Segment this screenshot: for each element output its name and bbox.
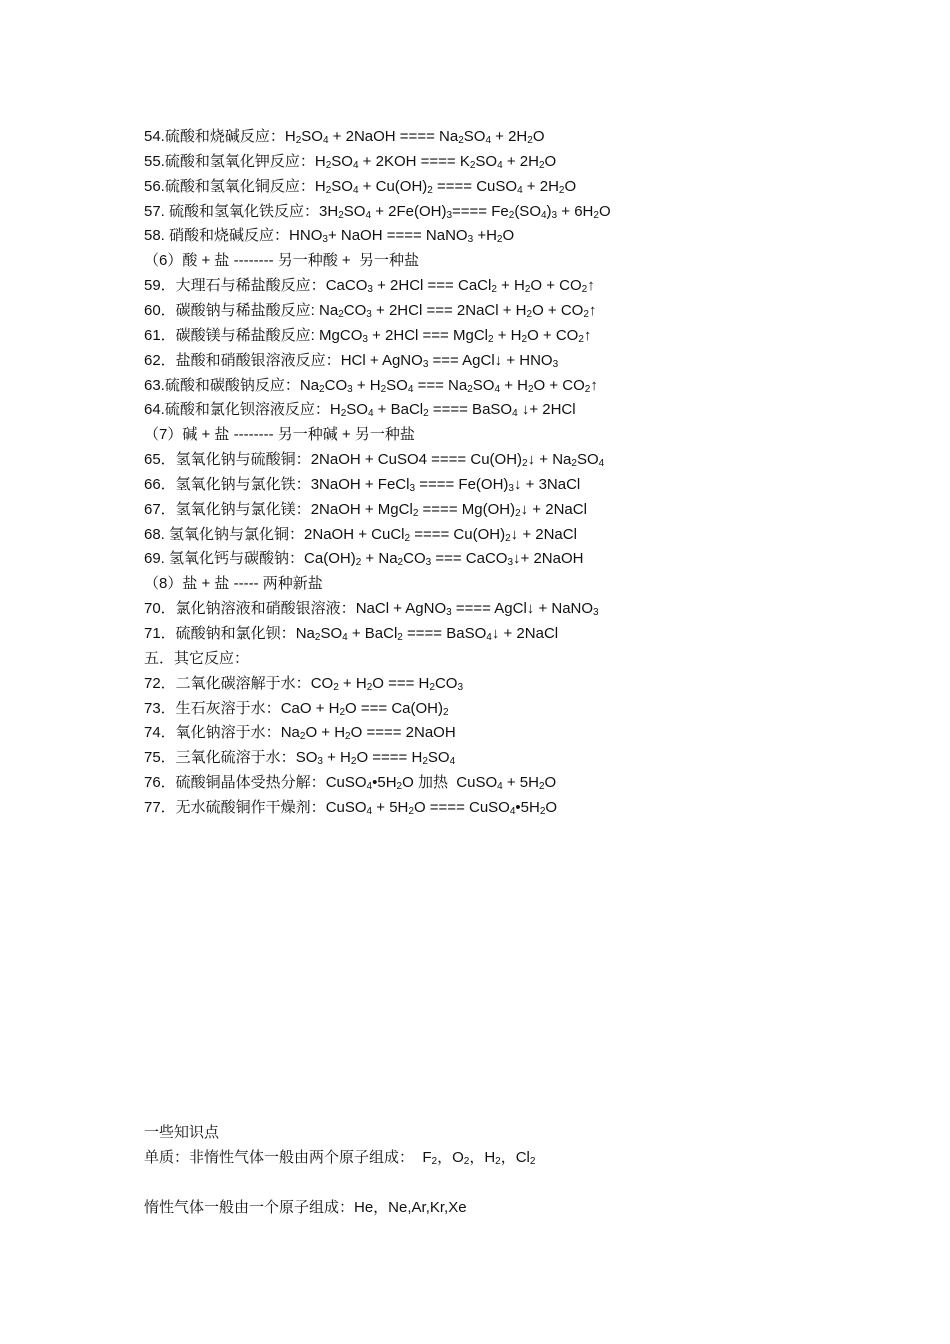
reaction-line-54: 54.硫酸和烧碱反应：$H_2SO_4$ + 2NaOH ==== $Na_2SO_4 + 2H_2O$ (144, 128, 545, 146)
subscript: 2 (325, 184, 332, 196)
section-heading-other-reactions: 五．其它反应： (144, 649, 250, 667)
reaction-line-68: 68. 氢氧化钠与氯化铜：2NaOH + CuCl$_2$ ==== $Cu(OH)_2↓$ + 2NaCl (144, 525, 577, 544)
subscript: 4 (365, 209, 372, 221)
subscript: 4 (509, 805, 516, 817)
reaction-line-63: 63.硫酸和碳酸钠反应：$Na_2CO_3 + H_2SO_4$ === $Na_2SO_4 + H_2O$ + $CO_2↑$ (144, 376, 598, 395)
subscript: 2 (429, 681, 435, 693)
subscript: 4 (366, 805, 373, 817)
subscript: 3 (507, 557, 514, 569)
subscript: 4 (352, 184, 359, 196)
subscript: 3 (422, 358, 429, 370)
subscript: 2 (325, 159, 332, 171)
subscript: 2 (431, 1156, 438, 1167)
subscript: 2 (581, 284, 588, 296)
reaction-line-58: 58. 硝酸和烧碱反应：$HNO_3+$ NaOH ==== NaNO$_3$ $+H_2O$ (144, 227, 515, 246)
subscript: 2 (397, 632, 403, 643)
reaction-line-55: 55.硫酸和氢氧化钾反应：$H_2SO_4 + 2KOH$ ==== $K_2SO_4 + 2H_2O$ (144, 152, 557, 171)
subscript: 3 (347, 383, 353, 395)
subscript: 2 (538, 781, 545, 793)
reaction-line-69: 69. 氢氧化钙与碳酸钠：$Ca(OH)_2 + Na_2CO_3$ === CaCO$_3$↓+ 2NaOH (144, 550, 584, 569)
reaction-line-56: 56.硫酸和氢氧化铜反应：$H_2SO_4 + Cu(OH)_2$ ==== CuSO$_4$ + $2H_2O$ (144, 177, 577, 196)
subscript: 2 (350, 756, 357, 768)
reaction-line-76: 76．硫酸铜晶体受热分解：$CuSO_4•5H_2O$ 加热 CuSO$_4$ + $5H_2O$ (144, 774, 557, 793)
section-heading-acid-salt: （6）酸 + 盐 -------- 另一种酸 + 另一种盐 (144, 252, 419, 270)
subscript: 3 (425, 557, 432, 569)
subscript: 2 (521, 333, 528, 345)
subscript: 2 (355, 557, 362, 569)
subscript: 2 (526, 308, 533, 320)
reaction-line-74: 74．氧化钠溶于水：$Na_2O + H_2O$ ==== 2NaOH (144, 724, 456, 743)
subscript: 2 (584, 383, 591, 395)
subscript: 2 (463, 1156, 470, 1167)
subscript: 2 (442, 706, 449, 718)
subscript: 2 (427, 184, 433, 196)
reaction-line-61: 61．碳酸镁与稀盐酸反应: MgCO$_3$ + 2HCl === MgCl$_2$ + $H_2O$ + $CO_2↑$ (144, 326, 592, 345)
reaction-line-59: 59．大理石与稀盐酸反应：CaCO$_3$ + 2HCl === CaCl$_2$ + $H_2O$ + $CO_2↑$ (144, 277, 595, 296)
subscript: 3 (593, 607, 599, 619)
subscript: 4 (322, 135, 329, 146)
knowledge-title: 一些知识点 (144, 1124, 220, 1141)
subscript: 3 (446, 209, 453, 221)
reaction-line-70: 70．氯化钠溶液和硝酸银溶液：NaCl + AgNO$_3$ ==== AgCl↓ + NaNO$_3$ (144, 600, 599, 619)
subscript: 2 (345, 731, 351, 743)
subscript: 4 (366, 781, 373, 793)
subscript: 3 (322, 234, 328, 246)
subscript: 2 (515, 507, 521, 519)
subscript: 2 (529, 1156, 536, 1167)
subscript: 4 (486, 632, 492, 643)
subscript: 2 (422, 756, 428, 768)
subscript: 2 (396, 781, 403, 793)
subscript: 2 (339, 706, 346, 718)
subscript: 2 (491, 284, 497, 296)
subscript: 2 (397, 557, 404, 569)
subscript: 3 (446, 607, 452, 619)
section-heading-base-salt: （7）碱 + 盐 -------- 另一种碱 + 另一种盐 (144, 426, 415, 444)
subscript: 2 (578, 333, 584, 345)
subscript: 2 (380, 383, 387, 395)
subscript: 2 (527, 135, 533, 146)
section-heading-salt-salt: （8）盐 + 盐 ----- 两种新盐 (144, 575, 323, 593)
subscript: 3 (409, 482, 416, 494)
subscript: 4 (512, 408, 518, 420)
subscript: 2 (299, 731, 306, 743)
subscript: 4 (540, 209, 547, 221)
subscript: 4 (342, 632, 348, 643)
subscript: 3 (317, 756, 323, 768)
reaction-line-72: 72．二氧化碳溶解于水：$CO_2 + H_2O$ === $H_2CO_3$ (144, 674, 463, 693)
subscript: 2 (333, 681, 339, 693)
subscript: 2 (467, 383, 473, 395)
subscript: 2 (571, 458, 577, 470)
subscript: 2 (338, 308, 344, 320)
subscript: 2 (538, 159, 545, 171)
subscript: 2 (340, 408, 347, 420)
subscript: 2 (412, 507, 419, 519)
subscript: 2 (366, 681, 373, 693)
inert-gases-line: 惰性气体一般由一个原子组成：He，Ne,Ar,Kr,Xe (144, 1199, 467, 1216)
subscript: 4 (497, 781, 503, 793)
reaction-line-73: 73．生石灰溶于水：CaO + $H_2O$ === $Ca(OH)_2$ (144, 699, 449, 718)
subscript: 3 (457, 681, 463, 693)
subscript: 2 (495, 1156, 501, 1167)
subscript: 2 (338, 209, 344, 221)
reaction-line-60: 60．碳酸钠与稀盐酸反应: $Na_2CO_3 + 2HCl$ === 2NaCl + $H_2O$ + $CO_2↑$ (144, 301, 597, 320)
subscript: 2 (539, 805, 546, 817)
subscript: 2 (314, 632, 321, 643)
subscript: 2 (505, 532, 511, 544)
subscript: 4 (449, 756, 456, 768)
subscript: 4 (598, 458, 605, 470)
subscript: 4 (494, 383, 501, 395)
reaction-line-66: 66．氢氧化钠与氯化铁：3NaOH + FeCl$_3$ ==== $Fe(OH)_3↓$ + 3NaCl (144, 475, 581, 494)
subscript: 3 (467, 234, 474, 246)
subscript: 4 (367, 408, 374, 420)
subscript: 2 (593, 209, 599, 221)
subscript: 2 (496, 234, 503, 246)
subscript: 3 (362, 333, 368, 345)
reaction-line-57: 57. 硫酸和氢氧化铁反应：$3H_2SO_4 + 2Fe(OH)_3==== Fe_2(SO_4)_3 + 6H_2O$ (144, 202, 611, 221)
subscript: 4 (485, 135, 491, 146)
subscript: 2 (508, 209, 515, 221)
subscript: 2 (488, 333, 494, 345)
subscript: 2 (524, 284, 531, 296)
subscript: 3 (367, 284, 373, 296)
subscript: 2 (469, 159, 476, 171)
subscript: 3 (551, 209, 558, 221)
subscript: 2 (319, 383, 325, 395)
reaction-line-64: 64.硫酸和氯化钡溶液反应：$H_2SO_4$ + BaCl$_2$ ==== BaSO$_4$ ↓+ 2HCl (144, 401, 576, 420)
reaction-line-71: 71．硫酸钠和氯化钡：$Na_2SO_4$ + BaCl$_2$ ==== BaSO$_4$↓ + 2NaCl (144, 625, 559, 643)
reaction-line-77: 77．无水硫酸铜作干燥剂：CuSO$_4$ + $5H_2O$ ==== $CuSO_4•5H_2O$ (144, 798, 558, 817)
subscript: 2 (404, 532, 411, 544)
subscript: 4 (407, 383, 414, 395)
reaction-line-75: 75．三氧化硫溶于水：$SO_3 + H_2O$ ==== $H_2SO_4$ (144, 749, 456, 768)
subscript: 3 (366, 308, 372, 320)
subscript: 4 (517, 184, 523, 196)
subscript: 3 (552, 358, 559, 370)
reaction-line-65: 65．氢氧化钠与硫酸铜：2NaOH + CuSO4 ==== $Cu(OH)_2↓ + Na_2SO_4$ (144, 451, 605, 470)
subscript: 2 (558, 184, 565, 196)
subscript: 2 (295, 135, 302, 146)
elemental-gases-line: 单质：非惰性气体一般由两个原子组成： $F_2$，$O_2$，$H_2$，$Cl_2$ (144, 1149, 536, 1167)
subscript: 2 (583, 308, 589, 320)
reaction-line-67: 67．氢氧化钠与氯化镁：2NaOH + MgCl$_2$ ==== $Mg(OH)_2↓$ + 2NaCl (144, 500, 587, 519)
subscript: 2 (527, 383, 534, 395)
subscript: 4 (352, 159, 359, 171)
subscript: 3 (508, 482, 514, 494)
subscript: 4 (497, 159, 503, 171)
subscript: 2 (458, 135, 464, 146)
subscript: 2 (423, 408, 429, 420)
subscript: 2 (408, 805, 414, 817)
reaction-line-62: 62．盐酸和硝酸银溶液反应：HCl + AgNO$_3$ === AgCl↓ + $HNO_3$ (144, 351, 559, 370)
subscript: 2 (522, 458, 528, 470)
